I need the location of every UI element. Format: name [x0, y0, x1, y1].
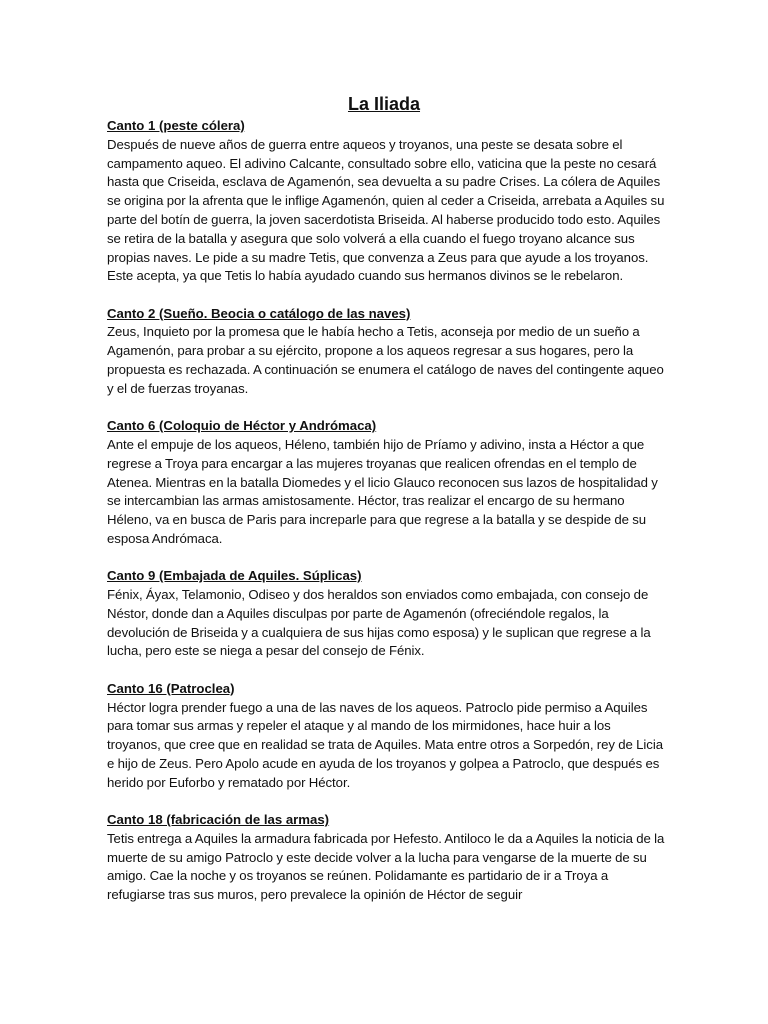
section-text: Héctor logra prender fuego a una de las naves de los aqueos. Patroclo pide permiso a Aquiles para tomar sus armas y repeler el ataque y al mando de los mirmidones, hace huir a los troyanos, que cree que en realidad se trata de Aquiles. Mata entre otros a Sorpedón, rey de Licia e hijo de Zeus. Pero Apolo acude en ayuda de los troyanos y golpea a Patroclo, que después es herido por Euforbo y rematado por Héctor.: [107, 699, 663, 790]
document-title: La Iliada: [347, 94, 421, 114]
section-text: Tetis entrega a Aquiles la armadura fabricada por Hefesto. Antiloco le da a Aquiles la noticia de la muerte de su amigo Patroclo y este decide volver a la lucha para vengarse de la muerte de su amigo. Cae la noche y os troyanos se reúnen. Polidamante es partidario de ir a Troya a refugiarse tras sus muros, pero prevalece la opinión de Héctor de seguir: [107, 830, 665, 903]
section-canto-16: [107, 680, 667, 793]
section-canto-6: [107, 417, 667, 549]
section-canto-9: [107, 567, 667, 661]
section-text: Zeus, Inquieto por la promesa que le había hecho a Tetis, aconseja por medio de un sueño a Agamenón, para probar a su ejército, propone a los aqueos regresar a sus hogares, pero la propuesta es rechazada. A continuación se enumera el catálogo de naves del contingente aqueo y el de fuerzas troyanas.: [107, 324, 664, 396]
document-body: [107, 117, 667, 923]
section-text: Ante el empuje de los aqueos, Héleno, también hijo de Príamo y adivino, insta a Héctor a que regrese a Troya para encargar a las mujeres troyanas que realicen ofrendas en el templo de Atenea. Mientras en la batalla Diomedes y el licio Glauco reconocen sus lazos de hospitalidad y se intercambian las armas amistosamente. Héctor, tras realizar el encargo de su hermano Héleno, va en busca de Paris para increparle para que regrese a la batalla y se despide de su esposa Andrómaca.: [107, 436, 658, 546]
section-heading: Canto 9 (Embajada de Aquiles. Súplicas): [107, 568, 362, 584]
section-text: Después de nueve años de guerra entre aqueos y troyanos, una peste se desata sobre el campamento aqueo. El adivino Calcante, consultado sobre ello, vaticina que la peste no cesará hasta que Criseida, esclava de Agamenón, sea devuelta a su padre Crises. La cólera de Aquiles se origina por la afrenta que le inflige Agamenón, quien al ceder a Criseida, arrebata a Aquiles su parte del botín de guerra, la joven sacerdotista Briseida. Al haberse producido todo esto. Aquiles se retira de la batalla y asegura que solo volverá a ella cuando el fuego troyano alcance sus propias naves. Le pide a su madre Tetis, que convenza a Zeus para que ayude a los troyanos. Este acepta, ya que Tetis lo había ayudado cuando sus hermanos divinos se le rebelaron.: [107, 136, 665, 284]
section-canto-1: [107, 117, 667, 286]
section-heading: Canto 1 (peste cólera): [107, 118, 245, 133]
section-canto-18: [107, 811, 667, 905]
section-canto-2: [107, 305, 667, 399]
section-heading: Canto 16 (Patroclea): [107, 680, 235, 696]
section-heading: Canto 2 (Sueño. Beocia o catálogo de las naves): [107, 305, 411, 321]
section-text: Fénix, Áyax, Telamonio, Odiseo y dos heraldos son enviados como embajada, con consejo de Néstor, donde dan a Aquiles disculpas por parte de Agamenón (ofreciéndole regalos, la devolución de Briseida y a cualquiera de sus hijas como esposa) y le suplican que regrese a la lucha, pero este se niega a pesar del consejo de Fénix.: [107, 587, 651, 659]
section-heading: Canto 18 (fabricación de las armas): [107, 812, 330, 827]
section-heading: Canto 6 (Coloquio de Héctor y Andrómaca): [107, 418, 377, 434]
